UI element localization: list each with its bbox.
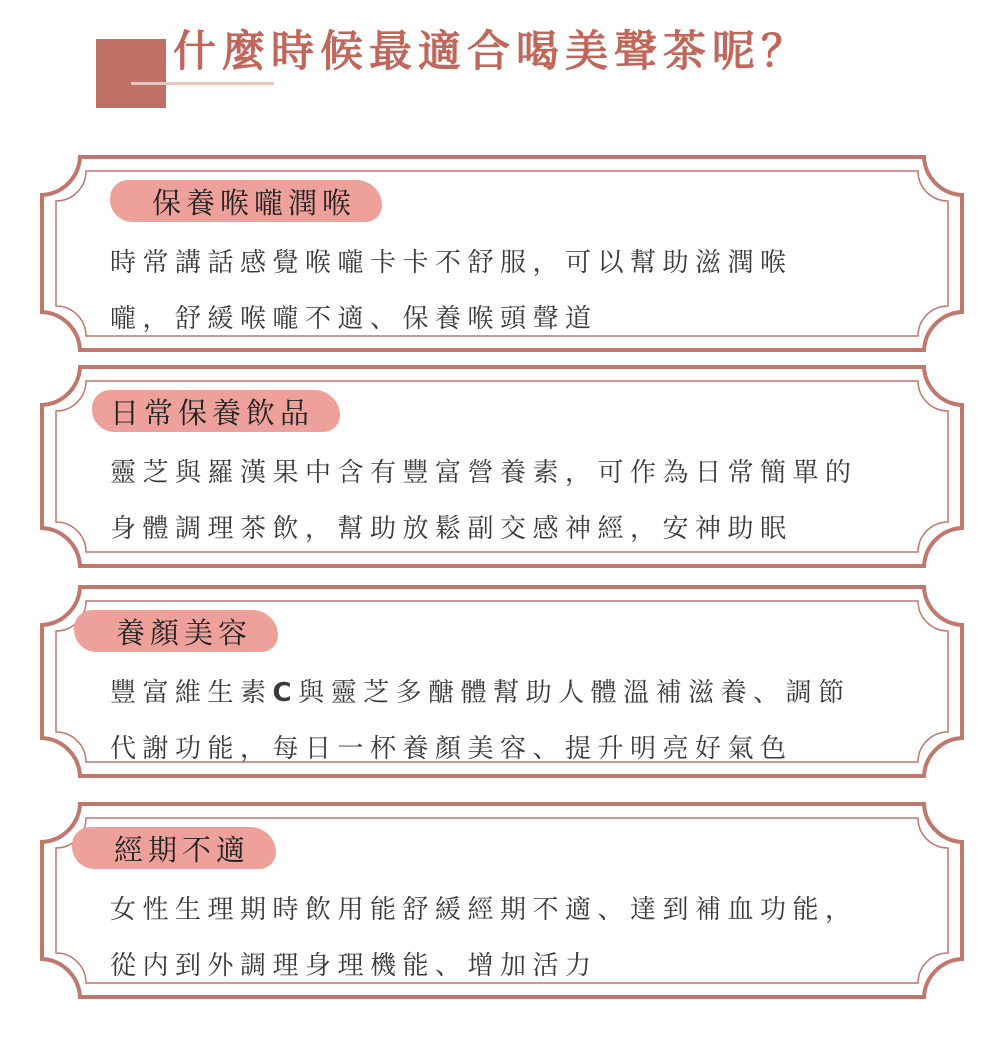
description-line: 嚨，舒緩喉嚨不適、保養喉頭聲道 [110, 304, 598, 334]
page-title: 什麼時候最適合喝美聲茶呢？ [173, 27, 810, 77]
vitamin-c-text: C [272, 678, 299, 708]
card-label-text: 日常保養飲品 [110, 395, 315, 430]
description-line: 女性生理期時飲用能舒緩經期不適、達到補血功能， [110, 895, 858, 925]
text-segment: 豐富維生素 [110, 678, 273, 708]
title-accent-block [96, 39, 166, 108]
description-line: 時常講話感覺喉嚨卡卡不舒服，可以幫助滋潤喉 [110, 248, 793, 278]
card-label [92, 390, 340, 432]
card-label-text: 保養喉嚨潤喉 [152, 185, 357, 220]
feature-card-daily [40, 365, 964, 568]
description-line: 代謝功能，每日一杯養顏美容、提升明亮好氣色 [110, 734, 793, 764]
card-description [110, 882, 930, 994]
description-line: 身體調理茶飲，幫助放鬆副交感神經，安神助眠 [110, 514, 793, 544]
description-line: 從内到外調理身理機能、增加活力 [110, 951, 598, 981]
feature-card-beauty [40, 585, 964, 778]
card-label [74, 610, 278, 652]
card-description [110, 235, 930, 347]
feature-card-throat [40, 155, 964, 352]
feature-card-period [40, 802, 964, 999]
description-line: 靈芝與羅漢果中含有豐富營養素，可作為日常簡單的 [110, 458, 858, 488]
card-label-text: 養顏美容 [116, 615, 253, 650]
description-line [110, 665, 930, 721]
text-segment: 與靈芝多醣體幫助人體溫補滋養、調節 [298, 678, 851, 708]
card-description [110, 665, 930, 777]
title-accent-line [131, 82, 274, 85]
card-description [110, 445, 930, 557]
card-label-text: 經期不適 [114, 832, 251, 867]
card-label [72, 827, 276, 869]
card-label [110, 180, 382, 222]
